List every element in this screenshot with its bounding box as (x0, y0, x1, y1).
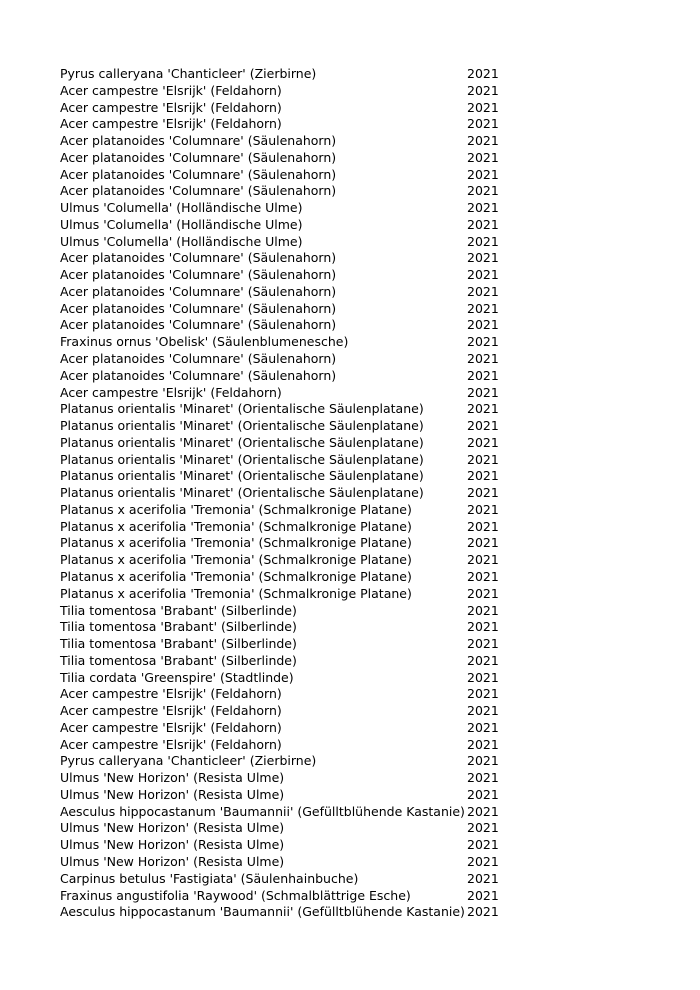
table-row (60, 753, 520, 770)
tree-name-cell: Acer platanoides 'Columnare' (Säulenahorn) (60, 183, 337, 199)
year-cell: 2021 (467, 887, 499, 903)
table-row (60, 385, 520, 402)
tree-name-cell: Platanus x acerifolia 'Tremonia' (Schmalkronige Platane) (60, 568, 412, 584)
tree-name-cell: Acer platanoides 'Columnare' (Säulenahorn) (60, 367, 337, 383)
table-row (60, 133, 520, 150)
year-cell: 2021 (467, 602, 499, 618)
table-row (60, 301, 520, 318)
year-cell: 2021 (467, 166, 499, 182)
year-cell: 2021 (467, 133, 499, 149)
tree-name-cell: Platanus x acerifolia 'Tremonia' (Schmalkronige Platane) (60, 518, 412, 534)
tree-name-cell: Acer campestre 'Elsrijk' (Feldahorn) (60, 736, 282, 752)
table-row (60, 317, 520, 334)
table-row (60, 100, 520, 117)
year-cell: 2021 (467, 786, 499, 802)
tree-name-cell: Acer platanoides 'Columnare' (Säulenahorn) (60, 149, 337, 165)
tree-name-cell: Platanus orientalis 'Minaret' (Orientalische Säulenplatane) (60, 434, 424, 450)
tree-name-cell: Acer platanoides 'Columnare' (Säulenahorn) (60, 267, 337, 283)
tree-name-cell: Acer campestre 'Elsrijk' (Feldahorn) (60, 703, 282, 719)
table-row (60, 686, 520, 703)
tree-name-cell: Platanus orientalis 'Minaret' (Orientalische Säulenplatane) (60, 485, 424, 501)
tree-name-cell: Aesculus hippocastanum 'Baumannii' (Gefülltblühende Kastanie) (60, 904, 465, 920)
year-cell: 2021 (467, 451, 499, 467)
year-cell: 2021 (467, 267, 499, 283)
year-cell: 2021 (467, 200, 499, 216)
year-cell: 2021 (467, 686, 499, 702)
table-row (60, 770, 520, 787)
year-cell: 2021 (467, 719, 499, 735)
tree-name-cell: Aesculus hippocastanum 'Baumannii' (Gefülltblühende Kastanie) (60, 803, 465, 819)
year-cell: 2021 (467, 434, 499, 450)
year-cell: 2021 (467, 837, 499, 853)
tree-name-cell: Acer campestre 'Elsrijk' (Feldahorn) (60, 116, 282, 132)
year-cell: 2021 (467, 216, 499, 232)
year-cell: 2021 (467, 183, 499, 199)
year-cell: 2021 (467, 870, 499, 886)
table-row (60, 485, 520, 502)
year-cell: 2021 (467, 904, 499, 920)
table-row (60, 167, 520, 184)
table-row (60, 569, 520, 586)
tree-name-cell: Platanus orientalis 'Minaret' (Orientalische Säulenplatane) (60, 418, 424, 434)
tree-name-cell: Acer platanoides 'Columnare' (Säulenahorn) (60, 166, 337, 182)
year-cell: 2021 (467, 669, 499, 685)
table-row (60, 888, 520, 905)
year-cell: 2021 (467, 317, 499, 333)
year-cell: 2021 (467, 753, 499, 769)
table-row (60, 368, 520, 385)
year-cell: 2021 (467, 535, 499, 551)
table-row (60, 820, 520, 837)
tree-name-cell: Platanus x acerifolia 'Tremonia' (Schmalkronige Platane) (60, 585, 412, 601)
year-cell: 2021 (467, 803, 499, 819)
tree-name-cell: Fraxinus angustifolia 'Raywood' (Schmalblättrige Esche) (60, 887, 411, 903)
table-row (60, 586, 520, 603)
table-row (60, 234, 520, 251)
table-row (60, 535, 520, 552)
table-row (60, 603, 520, 620)
year-cell: 2021 (467, 485, 499, 501)
tree-name-cell: Acer platanoides 'Columnare' (Säulenahorn) (60, 317, 337, 333)
year-cell: 2021 (467, 233, 499, 249)
year-cell: 2021 (467, 250, 499, 266)
table-row (60, 351, 520, 368)
tree-name-cell: Ulmus 'Columella' (Holländische Ulme) (60, 216, 303, 232)
tree-name-cell: Acer campestre 'Elsrijk' (Feldahorn) (60, 384, 282, 400)
table-row (60, 787, 520, 804)
tree-name-cell: Tilia tomentosa 'Brabant' (Silberlinde) (60, 636, 297, 652)
tree-name-cell: Acer platanoides 'Columnare' (Säulenahorn) (60, 283, 337, 299)
year-cell: 2021 (467, 384, 499, 400)
table-row (60, 653, 520, 670)
tree-name-cell: Ulmus 'New Horizon' (Resista Ulme) (60, 786, 285, 802)
table-row (60, 401, 520, 418)
table-row (60, 904, 520, 921)
table-row (60, 452, 520, 469)
tree-name-cell: Acer platanoides 'Columnare' (Säulenahorn) (60, 133, 337, 149)
table-row (60, 636, 520, 653)
tree-name-cell: Platanus orientalis 'Minaret' (Orientalische Säulenplatane) (60, 468, 424, 484)
table-row (60, 804, 520, 821)
tree-name-cell: Tilia tomentosa 'Brabant' (Silberlinde) (60, 619, 297, 635)
tree-name-cell: Platanus x acerifolia 'Tremonia' (Schmalkronige Platane) (60, 535, 412, 551)
tree-name-cell: Acer campestre 'Elsrijk' (Feldahorn) (60, 686, 282, 702)
table-row (60, 183, 520, 200)
tree-name-cell: Ulmus 'New Horizon' (Resista Ulme) (60, 853, 285, 869)
year-cell: 2021 (467, 401, 499, 417)
year-cell: 2021 (467, 66, 499, 81)
table-row (60, 871, 520, 888)
year-cell: 2021 (467, 652, 499, 668)
table-row (60, 552, 520, 569)
year-cell: 2021 (467, 149, 499, 165)
table-row (60, 854, 520, 871)
year-cell: 2021 (467, 568, 499, 584)
table-row (60, 519, 520, 536)
table-row (60, 670, 520, 687)
year-cell: 2021 (467, 334, 499, 350)
tree-name-cell: Pyrus calleryana 'Chanticleer' (Zierbirne) (60, 753, 317, 769)
table-row (60, 217, 520, 234)
year-cell: 2021 (467, 501, 499, 517)
table-row (60, 200, 520, 217)
tree-name-cell: Acer campestre 'Elsrijk' (Feldahorn) (60, 719, 282, 735)
tree-name-cell: Ulmus 'Columella' (Holländische Ulme) (60, 200, 303, 216)
table-row (60, 468, 520, 485)
table-row (60, 418, 520, 435)
table-row (60, 837, 520, 854)
year-cell: 2021 (467, 283, 499, 299)
tree-name-cell: Pyrus calleryana 'Chanticleer' (Zierbirne) (60, 66, 317, 81)
table-row (60, 284, 520, 301)
tree-name-cell: Acer platanoides 'Columnare' (Säulenahorn) (60, 351, 337, 367)
table-row (60, 619, 520, 636)
table-row (60, 334, 520, 351)
tree-name-cell: Acer campestre 'Elsrijk' (Feldahorn) (60, 99, 282, 115)
year-cell: 2021 (467, 703, 499, 719)
table-row (60, 66, 520, 83)
year-cell: 2021 (467, 300, 499, 316)
tree-name-cell: Platanus orientalis 'Minaret' (Orientalische Säulenplatane) (60, 451, 424, 467)
table-row (60, 502, 520, 519)
year-cell: 2021 (467, 418, 499, 434)
tree-name-cell: Fraxinus ornus 'Obelisk' (Säulenblumenesche) (60, 334, 349, 350)
table-row (60, 116, 520, 133)
year-cell: 2021 (467, 552, 499, 568)
year-cell: 2021 (467, 736, 499, 752)
tree-name-cell: Acer platanoides 'Columnare' (Säulenahorn) (60, 250, 337, 266)
tree-name-cell: Carpinus betulus 'Fastigiata' (Säulenhainbuche) (60, 870, 359, 886)
year-cell: 2021 (467, 116, 499, 132)
year-cell: 2021 (467, 82, 499, 98)
tree-name-cell: Ulmus 'New Horizon' (Resista Ulme) (60, 820, 285, 836)
tree-name-cell: Acer campestre 'Elsrijk' (Feldahorn) (60, 82, 282, 98)
year-cell: 2021 (467, 468, 499, 484)
year-cell: 2021 (467, 770, 499, 786)
table-row (60, 267, 520, 284)
year-cell: 2021 (467, 99, 499, 115)
table-row (60, 737, 520, 754)
tree-name-cell: Ulmus 'New Horizon' (Resista Ulme) (60, 770, 285, 786)
table-row (60, 720, 520, 737)
year-cell: 2021 (467, 636, 499, 652)
tree-name-cell: Platanus x acerifolia 'Tremonia' (Schmalkronige Platane) (60, 552, 412, 568)
year-cell: 2021 (467, 585, 499, 601)
tree-name-cell: Tilia cordata 'Greenspire' (Stadtlinde) (60, 669, 294, 685)
tree-name-cell: Tilia tomentosa 'Brabant' (Silberlinde) (60, 652, 297, 668)
year-cell: 2021 (467, 619, 499, 635)
tree-name-cell: Tilia tomentosa 'Brabant' (Silberlinde) (60, 602, 297, 618)
table-row (60, 703, 520, 720)
year-cell: 2021 (467, 518, 499, 534)
tree-name-cell: Ulmus 'Columella' (Holländische Ulme) (60, 233, 303, 249)
year-cell: 2021 (467, 820, 499, 836)
table-row (60, 250, 520, 267)
tree-name-cell: Ulmus 'New Horizon' (Resista Ulme) (60, 837, 285, 853)
year-cell: 2021 (467, 351, 499, 367)
table-row (60, 435, 520, 452)
tree-list (60, 66, 520, 921)
table-row (60, 83, 520, 100)
tree-name-cell: Platanus orientalis 'Minaret' (Orientalische Säulenplatane) (60, 401, 424, 417)
tree-name-cell: Platanus x acerifolia 'Tremonia' (Schmalkronige Platane) (60, 501, 412, 517)
table-row (60, 150, 520, 167)
tree-name-cell: Acer platanoides 'Columnare' (Säulenahorn) (60, 300, 337, 316)
year-cell: 2021 (467, 853, 499, 869)
year-cell: 2021 (467, 367, 499, 383)
